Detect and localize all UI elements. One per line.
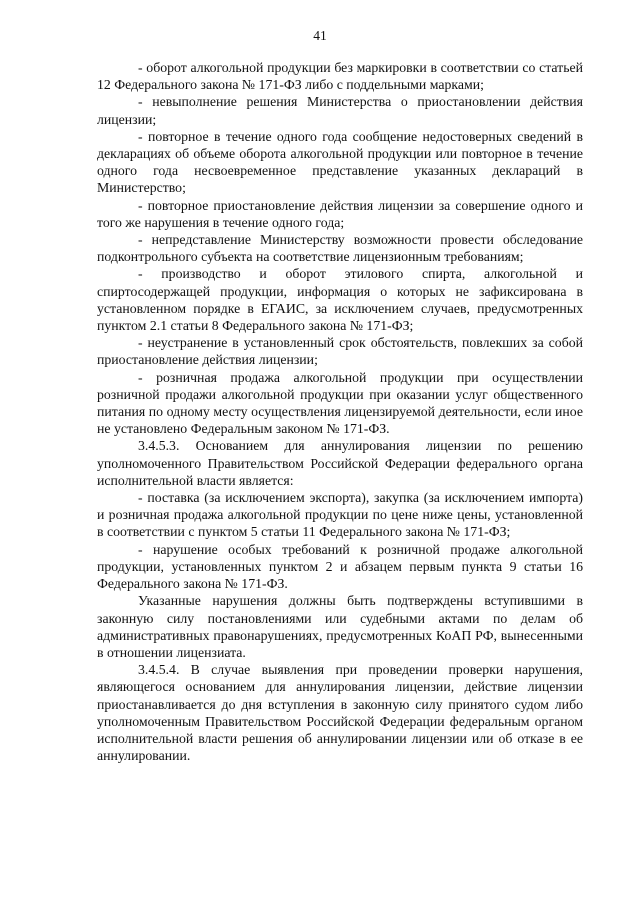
page-number: 41: [313, 28, 327, 43]
paragraph: - оборот алкогольной продукции без маркировки в соответствии со статьей 12 Федерального закона № 171-ФЗ либо с поддельными марками;: [97, 60, 583, 93]
paragraph: - неустранение в установленный срок обстоятельств, повлекших за собой приостановление действия лицензии;: [97, 335, 583, 368]
paragraph: - поставка (за исключением экспорта), закупка (за исключением импорта) и розничная продажа алкогольной продукции по цене ниже цены, установленной в соответствии с пунктом 5 статьи 11 Федерального закона № 171-ФЗ;: [97, 490, 583, 540]
paragraph: 3.4.5.4. В случае выявления при проведении проверки нарушения, являющегося основанием для аннулирования лицензии, действие лицензии приостанавливается до дня вступления в законную силу принятого судом либо уполномоченным Правительством Российской Федерации федеральным органом исполнительной власти решения об аннулировании лицензии или об отказе в ее аннулировании.: [97, 662, 583, 764]
paragraph: - непредставление Министерству возможности провести обследование подконтрольного субъекта на соответствие лицензионным требованиям;: [97, 232, 583, 265]
body-text: [97, 59, 583, 764]
paragraph: - повторное в течение одного года сообщение недостоверных сведений в декларациях об объеме оборота алкогольной продукции или повторное в течение одного года несвоевременное представление указанных деклараций в Министерство;: [97, 128, 583, 196]
paragraph: 3.4.5.3. Основанием для аннулирования лицензии по решению уполномоченного Правительством Российской Федерации федерального органа исполнительной власти является:: [97, 438, 583, 488]
paragraph: - невыполнение решения Министерства о приостановлении действия лицензии;: [97, 94, 583, 127]
paragraph: - повторное приостановление действия лицензии за совершение одного и того же нарушения в течение одного года;: [97, 197, 583, 230]
paragraph: - розничная продажа алкогольной продукции при осуществлении розничной продажи алкогольной продукции при оказании услуг общественного питания по одному месту осуществления лицензируемой деятельности, если иное не установлено Федеральным законом № 171-ФЗ.: [97, 369, 583, 437]
paragraph: - нарушение особых требований к розничной продаже алкогольной продукции, установленных пунктом 2 и абзацем первым пункта 9 статьи 16 Федерального закона № 171-ФЗ.: [97, 541, 583, 592]
paragraph: - производство и оборот этилового спирта, алкогольной и спиртосодержащей продукции, информация о которых не зафиксирована в установленном порядке в ЕГАИС, за исключением случаев, предусмотренных пунктом 2.1 статьи 8 Федерального закона № 171-ФЗ;: [97, 266, 583, 334]
paragraph: Указанные нарушения должны быть подтверждены вступившими в законную силу постановлениями или судебными актами по делам об административных правонарушениях, предусмотренных КоАП РФ, вынесенными в отношении лицензиата.: [97, 593, 583, 660]
